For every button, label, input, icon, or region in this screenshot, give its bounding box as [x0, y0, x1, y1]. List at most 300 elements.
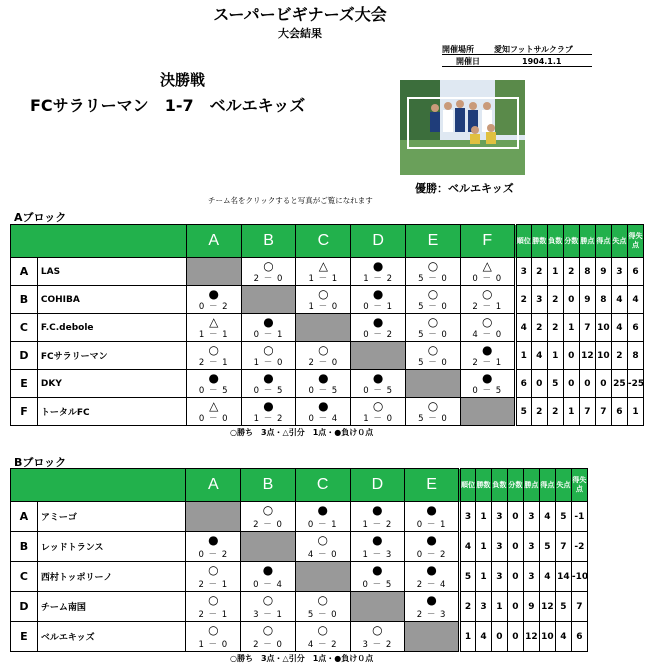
- stat-cell: 4: [555, 622, 571, 652]
- match-score: 1 － 0: [198, 640, 229, 650]
- stat-cell: 14: [555, 562, 571, 592]
- match-score: 2 － 1: [472, 358, 503, 368]
- match-result-cell: [405, 532, 460, 562]
- match-result-cell: [186, 314, 241, 342]
- result-mark-icon: ●: [263, 315, 274, 329]
- match-result-cell: [460, 370, 515, 398]
- match-score: 0 － 5: [362, 580, 393, 590]
- stat-header: 勝数: [475, 469, 491, 502]
- match-score: 1 － 2: [253, 414, 284, 424]
- stat-cell: 4: [515, 314, 531, 342]
- match-score: 5 － 0: [418, 302, 448, 312]
- match-score: 4 － 0: [472, 330, 503, 340]
- header-blank: [11, 469, 186, 502]
- row-letter: E: [11, 370, 38, 398]
- stat-cell: 5: [459, 562, 475, 592]
- result-mark-icon: △: [209, 399, 219, 413]
- stat-header: 負数: [491, 469, 507, 502]
- match-result-cell: [296, 342, 351, 370]
- stat-cell: 3: [523, 562, 539, 592]
- stat-header: 失点: [555, 469, 571, 502]
- stat-cell: 1: [547, 342, 563, 370]
- venue-divider-2: [442, 66, 592, 67]
- match-score: 0 － 2: [416, 550, 447, 560]
- stat-cell: 2: [531, 314, 547, 342]
- stat-cell: -2: [571, 532, 587, 562]
- stat-cell: 3: [491, 562, 507, 592]
- column-header: E: [405, 469, 460, 502]
- stat-cell: 2: [547, 314, 563, 342]
- stat-cell: 6: [611, 398, 627, 426]
- match-score: 0 － 4: [308, 414, 339, 424]
- stat-cell: 1: [491, 592, 507, 622]
- match-result-cell: [241, 502, 296, 532]
- result-mark-icon: ○: [427, 315, 439, 329]
- result-mark-icon: ○: [482, 315, 493, 329]
- final-score: 1-7: [164, 96, 194, 115]
- result-mark-icon: ●: [426, 563, 437, 577]
- row-letter: B: [11, 286, 38, 314]
- match-result-cell: [350, 622, 405, 652]
- stat-cell: 4: [475, 622, 491, 652]
- match-result-cell: [405, 562, 460, 592]
- match-result-cell: [186, 398, 241, 426]
- team-row: [11, 370, 644, 398]
- stat-cell: 0: [563, 286, 579, 314]
- stat-header: 順位: [459, 469, 475, 502]
- result-mark-icon: △: [209, 315, 219, 329]
- match-result-cell: [241, 398, 296, 426]
- stat-cell: 2: [531, 398, 547, 426]
- stat-cell: 3: [523, 532, 539, 562]
- result-mark-icon: △: [318, 259, 328, 273]
- match-score: 0 － 5: [363, 386, 394, 396]
- stat-cell: 2: [547, 286, 563, 314]
- stat-cell: 5: [539, 532, 555, 562]
- match-score: 1 － 0: [363, 414, 394, 424]
- result-mark-icon: ○: [262, 623, 274, 637]
- row-letter: A: [11, 258, 38, 286]
- result-mark-icon: ●: [262, 563, 274, 577]
- result-mark-icon: ○: [318, 343, 329, 357]
- match-score: 0 － 2: [363, 330, 394, 340]
- match-score: 1 － 1: [198, 330, 229, 340]
- header-blank: [11, 225, 187, 258]
- self-match-cell: [406, 370, 461, 398]
- result-mark-icon: ○: [372, 623, 383, 637]
- winner-caption: 優勝：ベルエキッズ: [415, 182, 514, 195]
- match-result-cell: [295, 502, 350, 532]
- match-score: 2 － 1: [472, 302, 503, 312]
- result-mark-icon: ●: [372, 503, 383, 517]
- match-result-cell: [405, 502, 460, 532]
- stat-cell: 10: [595, 314, 611, 342]
- stat-cell: 4: [459, 532, 475, 562]
- result-mark-icon: ○: [262, 503, 274, 517]
- match-result-cell: [460, 286, 515, 314]
- stat-cell: 2: [563, 258, 579, 286]
- column-header: A: [186, 225, 241, 258]
- match-result-cell: [460, 258, 515, 286]
- match-result-cell: [186, 532, 241, 562]
- row-letter: D: [11, 342, 38, 370]
- stat-cell: 0: [595, 370, 611, 398]
- match-result-cell: [406, 342, 461, 370]
- page-title: スーパービギナーズ大会: [213, 5, 387, 24]
- venue-date-label: 開催日: [456, 57, 480, 66]
- stat-cell: 6: [627, 258, 643, 286]
- stat-header: 勝点: [523, 469, 539, 502]
- stat-cell: 12: [579, 342, 595, 370]
- stat-cell: 0: [507, 532, 523, 562]
- column-header: B: [241, 225, 296, 258]
- match-score: 5 － 0: [418, 358, 448, 368]
- match-score: 4 － 2: [307, 640, 338, 650]
- result-mark-icon: ●: [482, 371, 493, 385]
- stat-header: 順位: [515, 225, 531, 258]
- stat-cell: 1: [459, 622, 475, 652]
- match-result-cell: [350, 502, 405, 532]
- result-mark-icon: ○: [317, 533, 328, 547]
- result-mark-icon: ●: [372, 533, 383, 547]
- stat-header: 得点: [539, 469, 555, 502]
- match-result-cell: [186, 592, 241, 622]
- match-result-cell: [241, 622, 296, 652]
- match-score: 1 － 0: [253, 358, 284, 368]
- row-letter: E: [11, 622, 38, 652]
- stat-cell: 3: [475, 592, 491, 622]
- match-score: 0 － 5: [253, 386, 284, 396]
- result-mark-icon: ●: [263, 399, 274, 413]
- result-mark-icon: ●: [208, 533, 219, 547]
- block-a-title: Aブロック: [14, 211, 67, 224]
- match-score: 0 － 4: [253, 580, 283, 590]
- match-result-cell: [241, 592, 296, 622]
- match-score: 2 － 0: [253, 640, 283, 650]
- team-row: [11, 592, 588, 622]
- stat-cell: 0: [563, 370, 579, 398]
- row-letter: D: [11, 592, 38, 622]
- stat-cell: 5: [555, 592, 571, 622]
- team-name-link[interactable]: レッドトランス: [37, 532, 186, 562]
- match-result-cell: [351, 314, 406, 342]
- stat-cell: 1: [563, 314, 579, 342]
- stat-cell: 8: [595, 286, 611, 314]
- match-score: 5 － 0: [418, 330, 448, 340]
- stat-header: 得失点: [627, 225, 643, 258]
- result-mark-icon: ○: [208, 343, 219, 357]
- self-match-cell: [295, 562, 350, 592]
- match-result-cell: [406, 398, 461, 426]
- click-note: チーム名をクリックすると写真がご覧になれます: [208, 196, 373, 205]
- final-team1: FCサラリーマン: [30, 96, 149, 115]
- stat-cell: 10: [595, 342, 611, 370]
- block-b-title: Bブロック: [14, 456, 67, 469]
- match-result-cell: [351, 258, 406, 286]
- result-mark-icon: ●: [372, 315, 384, 329]
- match-result-cell: [296, 398, 351, 426]
- match-result-cell: [241, 370, 296, 398]
- block-b-table: [10, 468, 588, 652]
- stat-cell: 2: [515, 286, 531, 314]
- result-mark-icon: ○: [263, 259, 274, 273]
- result-mark-icon: ○: [372, 399, 384, 413]
- result-mark-icon: ●: [317, 503, 328, 517]
- team-name-link[interactable]: ベルエキッズ: [37, 622, 186, 652]
- match-score: 2 － 4: [416, 580, 447, 590]
- result-mark-icon: ●: [372, 287, 384, 301]
- result-mark-icon: ●: [372, 563, 383, 577]
- stat-cell: -25: [627, 370, 643, 398]
- stat-cell: 8: [627, 342, 643, 370]
- stat-header: 得失点: [571, 469, 587, 502]
- match-score: 4 － 0: [307, 550, 338, 560]
- stat-header: 分数: [507, 469, 523, 502]
- column-header: D: [350, 469, 405, 502]
- row-letter: A: [11, 502, 38, 532]
- match-result-cell: [460, 314, 515, 342]
- stat-cell: 0: [579, 370, 595, 398]
- stat-cell: 12: [523, 622, 539, 652]
- stat-cell: 3: [515, 258, 531, 286]
- stat-cell: 9: [523, 592, 539, 622]
- stat-cell: 1: [515, 342, 531, 370]
- stat-cell: 1: [627, 398, 643, 426]
- team-name-link[interactable]: F.C.debole: [37, 314, 186, 342]
- match-score: 5 － 0: [418, 274, 448, 284]
- match-score: 2 － 1: [198, 610, 229, 620]
- self-match-cell: [351, 342, 406, 370]
- winner-team-photo: [400, 80, 525, 175]
- match-score: 1 － 2: [362, 520, 393, 530]
- stat-cell: 8: [579, 258, 595, 286]
- match-result-cell: [406, 258, 461, 286]
- result-mark-icon: ○: [317, 593, 328, 607]
- self-match-cell: [405, 622, 460, 652]
- result-mark-icon: ●: [426, 533, 437, 547]
- stat-header: 失点: [611, 225, 627, 258]
- result-mark-icon: ○: [318, 287, 329, 301]
- stat-cell: 1: [547, 258, 563, 286]
- row-letter: C: [11, 562, 38, 592]
- stat-cell: 0: [507, 622, 523, 652]
- match-score: 0 － 1: [253, 330, 284, 340]
- match-result-cell: [186, 286, 241, 314]
- stat-cell: 6: [627, 314, 643, 342]
- venue-divider: [442, 54, 592, 55]
- stat-cell: 10: [539, 622, 555, 652]
- result-mark-icon: ○: [317, 623, 328, 637]
- stat-header: 分数: [563, 225, 579, 258]
- match-result-cell: [186, 562, 241, 592]
- match-result-cell: [350, 562, 405, 592]
- match-score: 3 － 1: [253, 610, 283, 620]
- venue-place-value: 愛知フットサルクラブ: [494, 45, 573, 54]
- stat-cell: 7: [579, 398, 595, 426]
- team-row: [11, 622, 588, 652]
- match-result-cell: [460, 342, 515, 370]
- match-result-cell: [241, 562, 296, 592]
- match-result-cell: [186, 622, 241, 652]
- match-score: 0 － 1: [307, 520, 338, 530]
- match-score: 1 － 3: [362, 550, 393, 560]
- match-result-cell: [351, 370, 406, 398]
- team-row: [11, 502, 588, 532]
- stat-cell: 1: [475, 562, 491, 592]
- team-row: [11, 398, 644, 426]
- page-subtitle: 大会結果: [278, 27, 322, 40]
- match-result-cell: [186, 370, 241, 398]
- row-letter: F: [11, 398, 38, 426]
- column-header: B: [241, 469, 296, 502]
- match-result-cell: [186, 342, 241, 370]
- stat-header: 勝数: [531, 225, 547, 258]
- stat-cell: 0: [491, 622, 507, 652]
- stat-cell: 1: [475, 532, 491, 562]
- stat-cell: 7: [571, 592, 587, 622]
- stat-cell: 7: [595, 398, 611, 426]
- result-mark-icon: ○: [427, 399, 439, 413]
- team-name-link[interactable]: LAS: [37, 258, 186, 286]
- match-score: 2 － 1: [198, 580, 229, 590]
- result-mark-icon: ●: [208, 287, 219, 301]
- match-score: 2 － 0: [308, 358, 339, 368]
- legend-b: ○勝ち 3点・△引分 1点・●負け０点: [230, 654, 374, 663]
- team-row: [11, 314, 644, 342]
- stat-cell: 2: [547, 398, 563, 426]
- result-mark-icon: ○: [208, 623, 219, 637]
- stat-cell: 0: [531, 370, 547, 398]
- self-match-cell: [186, 502, 241, 532]
- stat-cell: 3: [523, 502, 539, 532]
- team-name-link[interactable]: DKY: [37, 370, 186, 398]
- match-result-cell: [296, 370, 351, 398]
- column-header: D: [351, 225, 406, 258]
- result-mark-icon: ○: [427, 259, 439, 273]
- stat-header: 勝点: [579, 225, 595, 258]
- result-mark-icon: ○: [208, 593, 219, 607]
- stat-cell: 5: [515, 398, 531, 426]
- result-mark-icon: ○: [482, 287, 493, 301]
- stat-cell: 9: [579, 286, 595, 314]
- venue-place-label: 開催場所: [442, 45, 474, 54]
- stat-cell: 1: [475, 502, 491, 532]
- stat-cell: 3: [611, 258, 627, 286]
- stat-cell: -10: [571, 562, 587, 592]
- stat-header: 得点: [595, 225, 611, 258]
- result-mark-icon: ●: [208, 371, 219, 385]
- result-mark-icon: ○: [263, 343, 274, 357]
- stat-cell: 6: [515, 370, 531, 398]
- team-name-link[interactable]: トータルFC: [37, 398, 186, 426]
- column-header: F: [460, 225, 515, 258]
- stat-cell: 2: [459, 592, 475, 622]
- match-score: 2 － 0: [253, 274, 284, 284]
- team-name-link[interactable]: アミーゴ: [37, 502, 186, 532]
- match-result-cell: [295, 532, 350, 562]
- stat-cell: 9: [595, 258, 611, 286]
- match-result-cell: [241, 314, 296, 342]
- result-mark-icon: ●: [372, 259, 384, 273]
- stat-cell: 0: [563, 342, 579, 370]
- team-row: [11, 562, 588, 592]
- match-result-cell: [296, 258, 351, 286]
- team-row: [11, 532, 588, 562]
- stat-cell: -1: [571, 502, 587, 532]
- result-mark-icon: ●: [318, 371, 329, 385]
- self-match-cell: [460, 398, 515, 426]
- team-name-link[interactable]: FCサラリーマン: [37, 342, 186, 370]
- row-letter: C: [11, 314, 38, 342]
- stat-cell: 6: [571, 622, 587, 652]
- match-score: 0 － 1: [363, 302, 394, 312]
- match-result-cell: [241, 258, 296, 286]
- stat-cell: 5: [555, 502, 571, 532]
- match-score: 5 － 0: [418, 414, 448, 424]
- match-result-cell: [351, 286, 406, 314]
- result-mark-icon: ○: [427, 287, 439, 301]
- block-a-table: [10, 224, 644, 426]
- stat-header: 負数: [547, 225, 563, 258]
- final-title: 決勝戦: [160, 71, 206, 89]
- match-result-cell: [295, 622, 350, 652]
- stat-cell: 3: [531, 286, 547, 314]
- team-row: [11, 342, 644, 370]
- match-result-cell: [295, 592, 350, 622]
- match-score: 2 － 0: [253, 520, 283, 530]
- stat-cell: 4: [531, 342, 547, 370]
- legend-a: ○勝ち 3点・△引分 1点・●負け０点: [230, 428, 374, 437]
- stat-cell: 0: [507, 592, 523, 622]
- result-mark-icon: △: [482, 259, 492, 273]
- team-name-link[interactable]: COHIBA: [37, 286, 186, 314]
- stat-cell: 3: [491, 532, 507, 562]
- match-score: 0 － 1: [416, 520, 447, 530]
- self-match-cell: [296, 314, 351, 342]
- stat-cell: 5: [547, 370, 563, 398]
- stat-cell: 3: [491, 502, 507, 532]
- match-result-cell: [351, 398, 406, 426]
- final-team2: ベルエキッズ: [209, 96, 306, 115]
- result-mark-icon: ○: [427, 343, 439, 357]
- result-mark-icon: ●: [426, 593, 437, 607]
- team-name-link[interactable]: 西村トッポリーノ: [37, 562, 186, 592]
- stat-cell: 1: [563, 398, 579, 426]
- result-mark-icon: ●: [372, 371, 384, 385]
- match-score: 3 － 2: [362, 640, 393, 650]
- stat-cell: 12: [539, 592, 555, 622]
- column-header: A: [186, 469, 241, 502]
- row-letter: B: [11, 532, 38, 562]
- team-row: [11, 286, 644, 314]
- team-name-link[interactable]: チーム南国: [37, 592, 186, 622]
- match-score: 0 － 5: [308, 386, 339, 396]
- match-score: 2 － 3: [416, 610, 447, 620]
- stat-cell: 4: [539, 562, 555, 592]
- stat-cell: 2: [611, 342, 627, 370]
- stat-cell: 25: [611, 370, 627, 398]
- self-match-cell: [241, 532, 296, 562]
- match-result-cell: [405, 592, 460, 622]
- team-row: [11, 258, 644, 286]
- match-score: 5 － 0: [307, 610, 338, 620]
- stat-cell: 0: [507, 562, 523, 592]
- stat-cell: 3: [459, 502, 475, 532]
- column-header: C: [296, 225, 351, 258]
- stat-cell: 7: [555, 532, 571, 562]
- column-header: E: [406, 225, 461, 258]
- result-mark-icon: ●: [318, 399, 329, 413]
